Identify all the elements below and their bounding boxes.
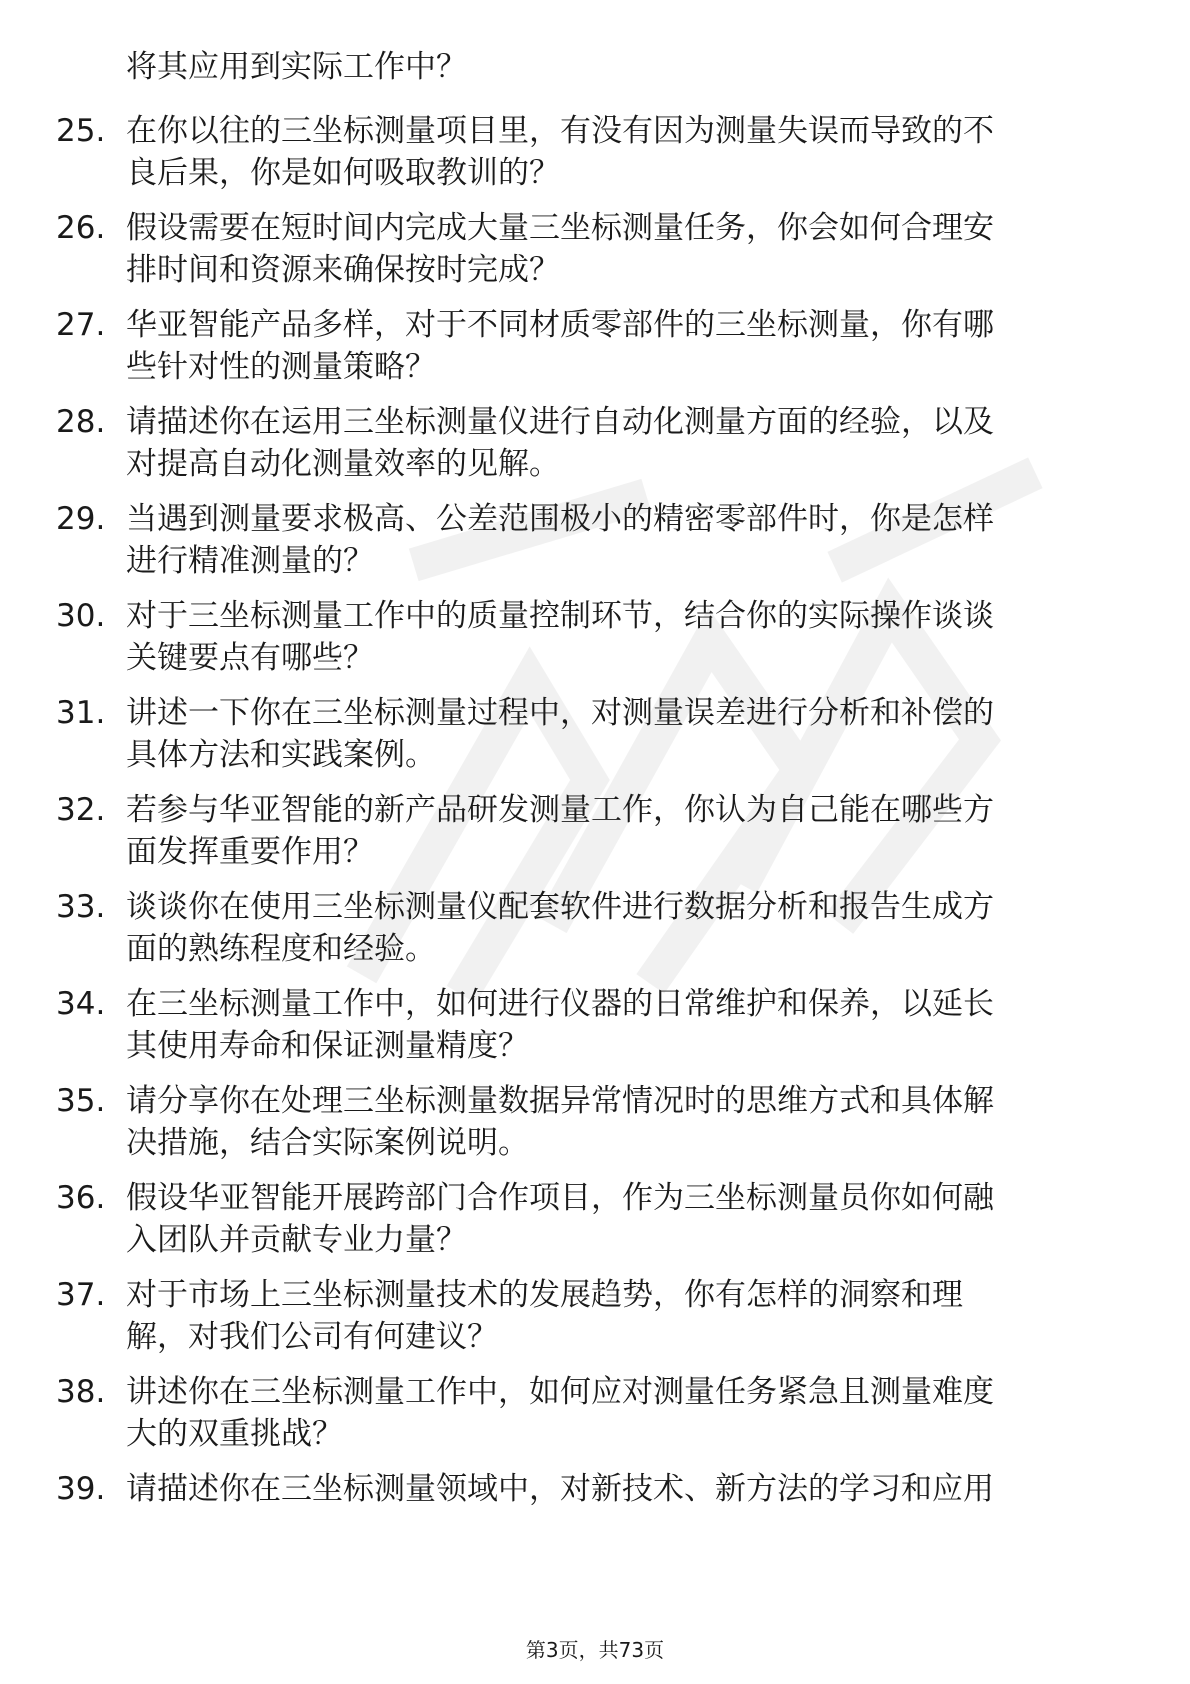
question-text-line: 华亚智能产品多样，对于不同材质零部件的三坐标测量，你有哪: [126, 307, 994, 343]
question-number: 35.: [56, 1083, 106, 1119]
question-text: [126, 1274, 1126, 1358]
question-text-line: 解，对我们公司有何建议？: [126, 1319, 498, 1355]
question-text: [126, 789, 1126, 873]
question-number: 36.: [56, 1180, 106, 1216]
question-text: [126, 498, 1126, 582]
question-number: 33.: [56, 889, 106, 925]
question-text-line: 对提高自动化测量效率的见解。: [126, 446, 560, 482]
question-text-line: 对于三坐标测量工作中的质量控制环节，结合你的实际操作谈谈: [126, 598, 994, 634]
question-text-line: 对于市场上三坐标测量技术的发展趋势，你有怎样的洞察和理: [126, 1277, 963, 1313]
question-text-line: 面发挥重要作用？: [126, 834, 374, 870]
question-number: 27.: [56, 307, 106, 343]
question-number: 38.: [56, 1374, 106, 1410]
question-text: [126, 692, 1126, 776]
question-text: [126, 1177, 1126, 1261]
question-text-line: 良后果，你是如何吸取教训的？: [126, 155, 560, 191]
question-text-line: 假设华亚智能开展跨部门合作项目，作为三坐标测量员你如何融: [126, 1180, 994, 1216]
question-text-line: 请描述你在运用三坐标测量仪进行自动化测量方面的经验，以及: [126, 404, 994, 440]
question-text-line: 大的双重挑战？: [126, 1416, 343, 1452]
question-number: 29.: [56, 501, 106, 537]
question-text-line: 在你以往的三坐标测量项目里，有没有因为测量失误而导致的不: [126, 113, 994, 149]
question-number: 37.: [56, 1277, 106, 1313]
question-text: [126, 1080, 1126, 1164]
page-indicator: 第3页，共73页: [525, 1638, 665, 1662]
question-text-line: 进行精准测量的？: [126, 543, 374, 579]
question-text-line: 当遇到测量要求极高、公差范围极小的精密零部件时，你是怎样: [126, 501, 994, 537]
question-number: 30.: [56, 598, 106, 634]
question-text-line: 排时间和资源来确保按时完成？: [126, 252, 560, 288]
question-text-line: 谈谈你在使用三坐标测量仪配套软件进行数据分析和报告生成方: [126, 889, 994, 925]
question-text-line: 决措施，结合实际案例说明。: [126, 1125, 529, 1161]
question-number: 26.: [56, 210, 106, 246]
question-number: 28.: [56, 404, 106, 440]
continuation-text: 将其应用到实际工作中？: [126, 49, 467, 85]
question-text: [126, 595, 1126, 679]
question-text: [126, 1468, 1126, 1510]
question-text: [126, 886, 1126, 970]
question-text-line: 请分享你在处理三坐标测量数据异常情况时的思维方式和具体解: [126, 1083, 994, 1119]
question-text-line: 关键要点有哪些？: [126, 640, 374, 676]
question-text: [126, 1371, 1126, 1455]
question-text-line: 若参与华亚智能的新产品研发测量工作，你认为自己能在哪些方: [126, 792, 994, 828]
question-text-line: 些针对性的测量策略？: [126, 349, 436, 385]
question-text-line: 讲述你在三坐标测量工作中，如何应对测量任务紧急且测量难度: [126, 1374, 994, 1410]
question-number: 34.: [56, 986, 106, 1022]
question-text-line: 请描述你在三坐标测量领域中，对新技术、新方法的学习和应用: [126, 1471, 994, 1507]
question-text: [126, 110, 1126, 194]
question-number: 32.: [56, 792, 106, 828]
question-number: 25.: [56, 113, 106, 149]
question-text: [126, 304, 1126, 388]
question-text: [126, 207, 1126, 291]
question-text-line: 在三坐标测量工作中，如何进行仪器的日常维护和保养，以延长: [126, 986, 994, 1022]
question-number: 39.: [56, 1471, 106, 1507]
question-text-line: 假设需要在短时间内完成大量三坐标测量任务，你会如何合理安: [126, 210, 994, 246]
question-number: 31.: [56, 695, 106, 731]
question-text-line: 讲述一下你在三坐标测量过程中，对测量误差进行分析和补偿的: [126, 695, 994, 731]
question-text-line: 其使用寿命和保证测量精度？: [126, 1028, 529, 1064]
question-text: [126, 983, 1126, 1067]
question-text-line: 面的熟练程度和经验。: [126, 931, 436, 967]
question-text-line: 入团队并贡献专业力量？: [126, 1222, 467, 1258]
question-text: [126, 401, 1126, 485]
question-text-line: 具体方法和实践案例。: [126, 737, 436, 773]
